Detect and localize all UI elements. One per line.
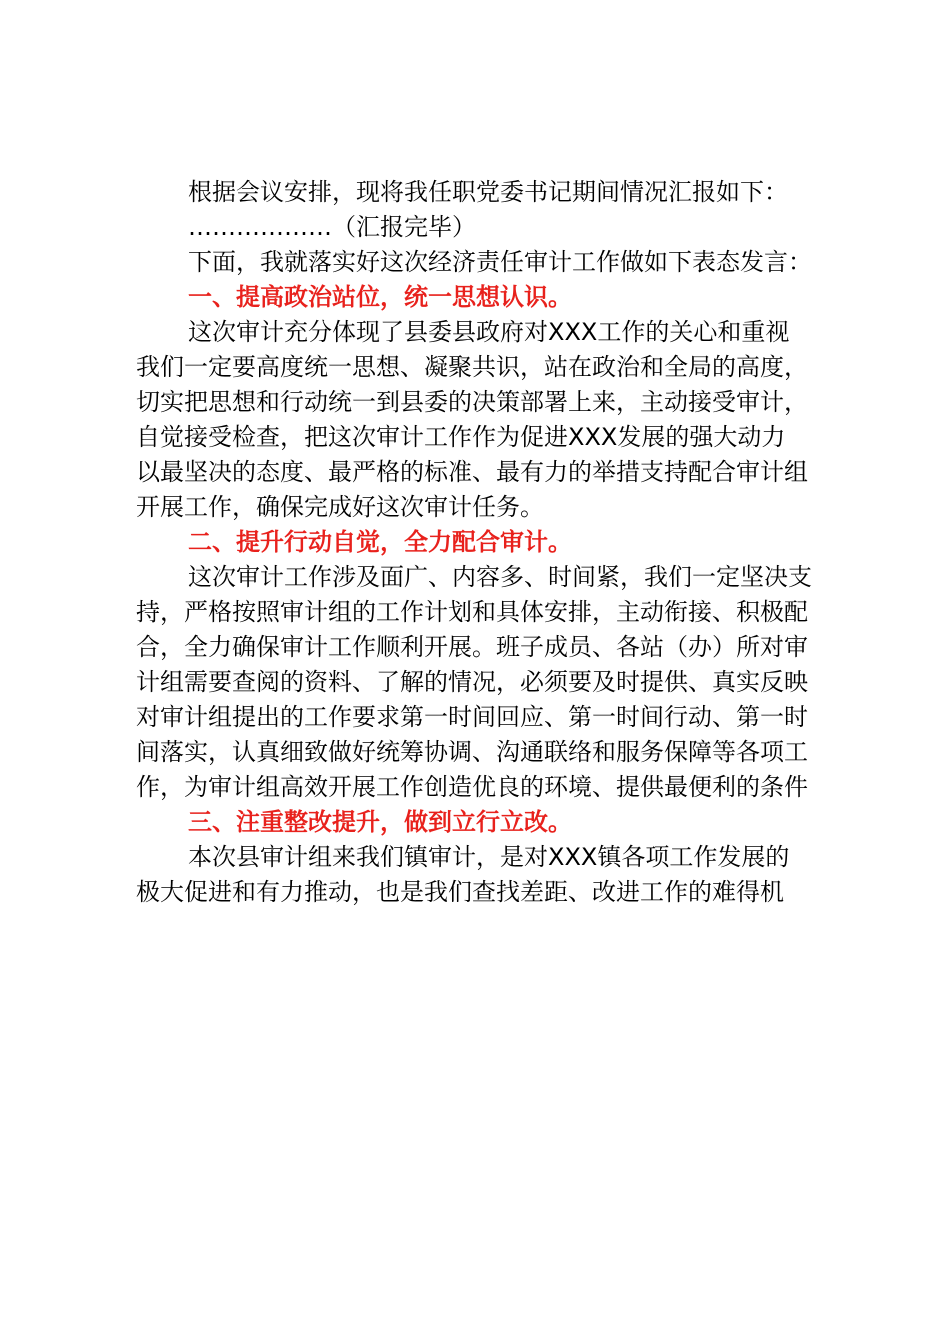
paragraph-line: 切实把思想和行动统一到县委的决策部署上来，主动接受审计，: [136, 388, 808, 416]
paragraph-line: ………………（汇报完毕）: [188, 213, 476, 241]
section-heading-3: 三、注重整改提升，做到立行立改。: [188, 808, 572, 836]
document-body: [136, 175, 856, 910]
paragraph-line: 我们一定要高度统一思想、凝聚共识，站在政治和全局的高度，: [136, 353, 808, 381]
section-heading-1: 一、提高政治站位，统一思想认识。: [188, 283, 572, 311]
paragraph-line: 极大促进和有力推动，也是我们查找差距、改进工作的难得机: [136, 878, 784, 906]
paragraph-line: 间落实，认真细致做好统筹协调、沟通联络和服务保障等各项工: [136, 738, 808, 766]
paragraph-line: 开展工作，确保完成好这次审计任务。: [136, 493, 544, 521]
paragraph-line: 持，严格按照审计组的工作计划和具体安排，主动衔接、积极配: [136, 598, 808, 626]
paragraph-line: 本次县审计组来我们镇审计，是对XXX镇各项工作发展的: [188, 843, 790, 871]
paragraph-line: 这次审计充分体现了县委县政府对XXX工作的关心和重视: [188, 318, 790, 346]
paragraph-line: 这次审计工作涉及面广、内容多、时间紧，我们一定坚决支: [188, 563, 812, 591]
paragraph-line: 作，为审计组高效开展工作创造优良的环境、提供最便利的条件: [136, 773, 808, 801]
paragraph-line: 计组需要查阅的资料、了解的情况，必须要及时提供、真实反映: [136, 668, 808, 696]
paragraph-line: 根据会议安排，现将我任职党委书记期间情况汇报如下：: [188, 178, 788, 206]
paragraph-line: 下面，我就落实好这次经济责任审计工作做如下表态发言：: [188, 248, 812, 276]
paragraph-line: 自觉接受检查，把这次审计工作作为促进XXX发展的强大动力: [136, 423, 786, 451]
section-heading-2: 二、提升行动自觉，全力配合审计。: [188, 528, 572, 556]
paragraph-line: 以最坚决的态度、最严格的标准、最有力的举措支持配合审计组: [136, 458, 808, 486]
paragraph-line: 合，全力确保审计工作顺利开展。班子成员、各站（办）所对审: [136, 633, 808, 661]
paragraph-line: 对审计组提出的工作要求第一时间回应、第一时间行动、第一时: [136, 703, 808, 731]
